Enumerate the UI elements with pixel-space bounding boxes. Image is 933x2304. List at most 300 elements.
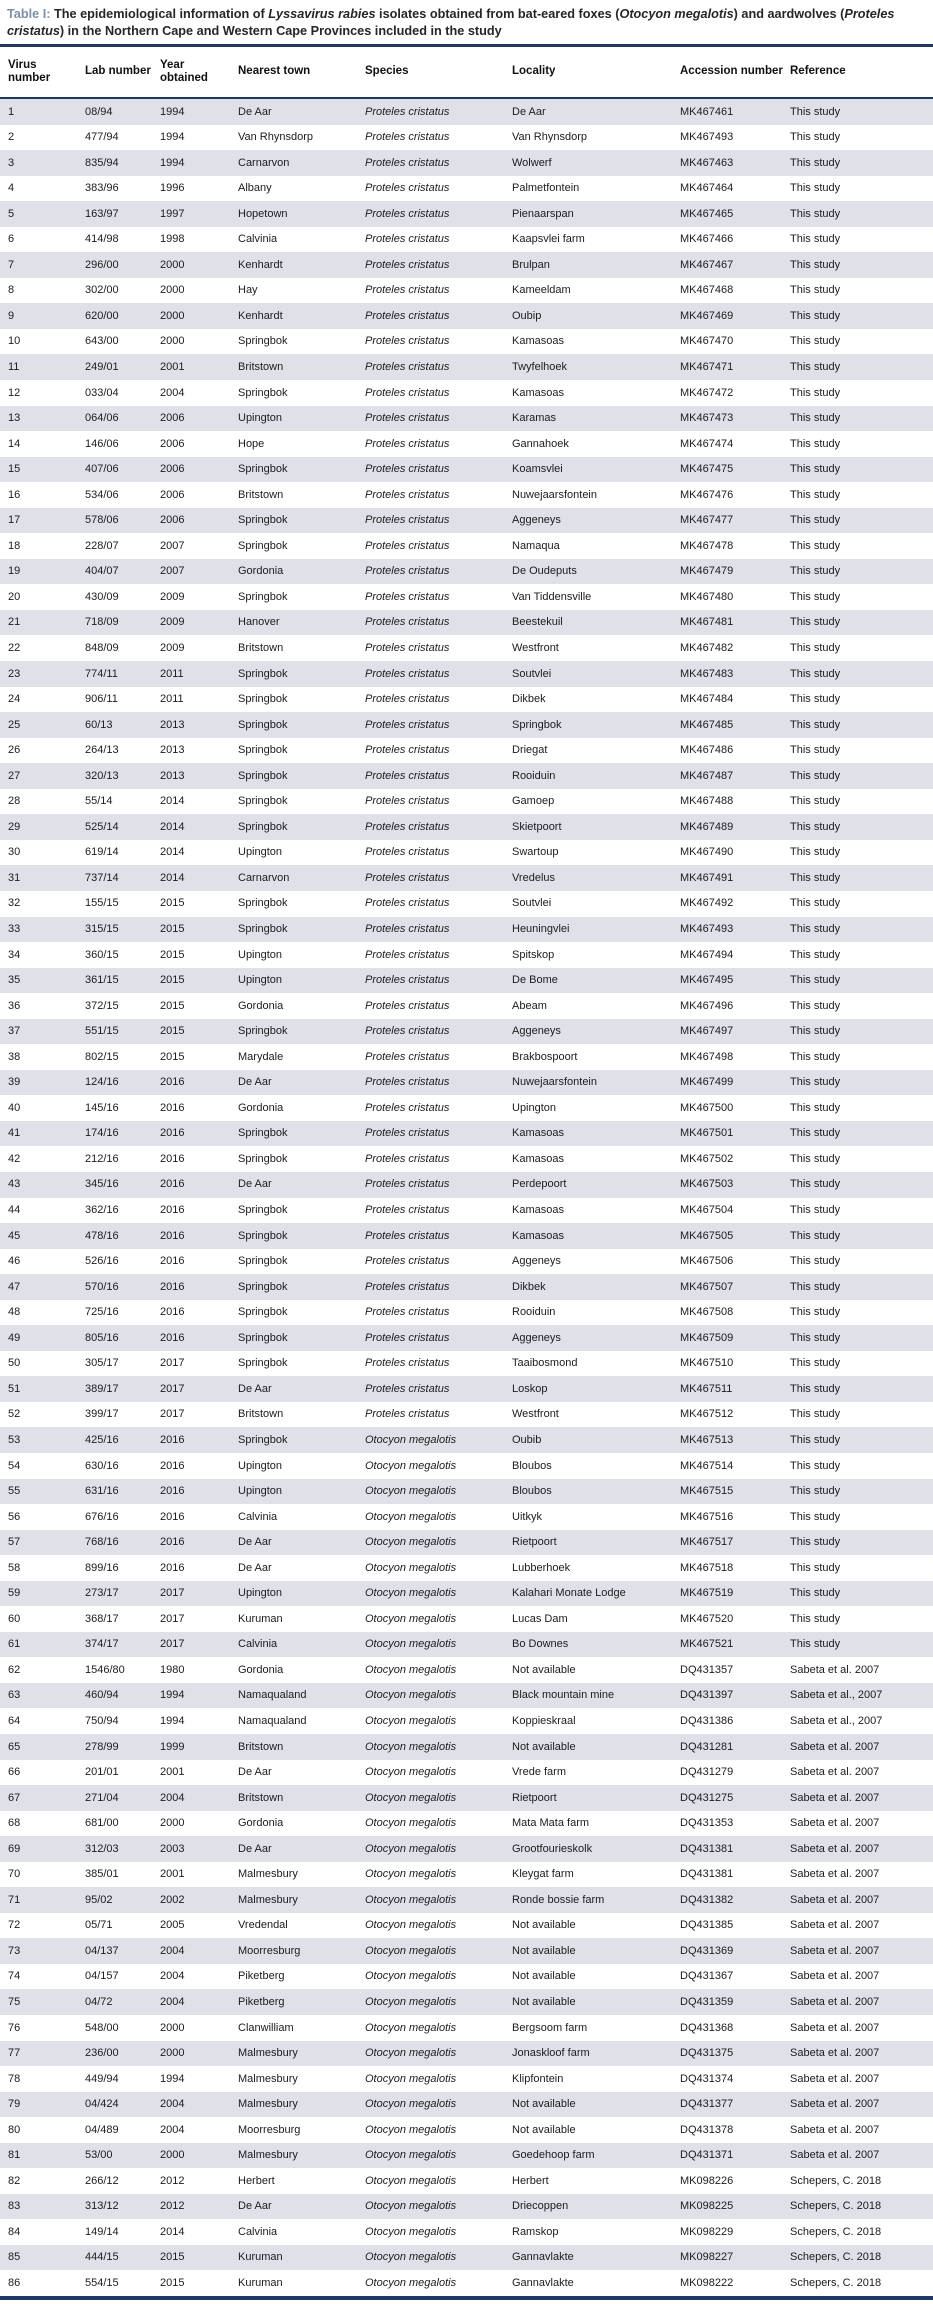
- cell-reference: This study: [790, 565, 841, 578]
- cell-nearest-town: Springbok: [238, 335, 288, 348]
- cell-year-obtained: 2003: [160, 1842, 185, 1855]
- cell-lab-number: 848/09: [85, 642, 119, 654]
- table-row: [0, 1555, 933, 1581]
- cell-species: Otocyon megalotis: [365, 1791, 457, 1804]
- table-row: [0, 738, 933, 764]
- table-row: [0, 1785, 933, 1811]
- table-row: [0, 1581, 933, 1607]
- cell-year-obtained: 1994: [160, 1714, 185, 1727]
- cell-species: Otocyon megalotis: [365, 1817, 457, 1830]
- cell-reference: Schepers, C. 2018: [790, 2174, 882, 2187]
- cell-year-obtained: 1997: [160, 207, 185, 220]
- cell-year-obtained: 2017: [160, 1612, 185, 1625]
- cell-lab-number: 064/06: [85, 412, 119, 425]
- cell-reference: This study: [790, 718, 841, 731]
- cell-reference: This study: [790, 258, 841, 271]
- cell-species: Proteles cristatus: [365, 974, 450, 987]
- cell-locality: Bergsoom farm: [512, 2021, 588, 2034]
- cell-locality: Heuningvlei: [512, 923, 570, 936]
- cell-accession-number: MK467484: [680, 693, 734, 706]
- cell-virus-number: 5: [8, 207, 15, 220]
- cell-species: Proteles cristatus: [365, 360, 450, 373]
- cell-virus-number: 55: [8, 1485, 21, 1498]
- cell-accession-number: MK467519: [680, 1587, 734, 1600]
- cell-virus-number: 30: [8, 846, 21, 859]
- cell-year-obtained: 2016: [160, 1127, 185, 1140]
- cell-year-obtained: 1994: [160, 1689, 185, 1702]
- cell-nearest-town: Calvinia: [238, 1638, 278, 1651]
- table-row: [0, 865, 933, 891]
- cell-species: Proteles cristatus: [365, 1204, 450, 1217]
- cell-year-obtained: 2016: [160, 1101, 185, 1114]
- cell-lab-number: 278/99: [85, 1740, 119, 1753]
- table-row: [0, 1249, 933, 1275]
- cell-locality: Palmetfontein: [512, 182, 580, 195]
- cell-nearest-town: Britstown: [238, 642, 284, 654]
- cell-reference: This study: [790, 846, 841, 859]
- cell-accession-number: MK467510: [680, 1357, 734, 1370]
- cell-locality: Westfront: [512, 1408, 559, 1421]
- cell-accession-number: MK467483: [680, 667, 734, 680]
- cell-nearest-town: Britstown: [238, 1740, 284, 1753]
- cell-lab-number: 385/01: [85, 1868, 119, 1881]
- cell-nearest-town: Hanover: [238, 616, 280, 629]
- cell-nearest-town: Gordonia: [238, 999, 284, 1012]
- table-row: [0, 1070, 933, 1096]
- table-row: [0, 1964, 933, 1990]
- cell-year-obtained: 2014: [160, 846, 185, 859]
- cell-lab-number: 315/15: [85, 923, 119, 936]
- cell-lab-number: 1546/80: [85, 1663, 125, 1676]
- cell-lab-number: 264/13: [85, 744, 119, 757]
- cell-reference: This study: [790, 1561, 841, 1574]
- cell-accession-number: DQ431359: [680, 1995, 734, 2008]
- cell-accession-number: MK467487: [680, 769, 734, 782]
- cell-virus-number: 36: [8, 999, 21, 1012]
- cell-year-obtained: 2004: [160, 2098, 185, 2111]
- table-row: [0, 1938, 933, 1964]
- cell-virus-number: 46: [8, 1255, 21, 1268]
- cell-locality: Van Rhynsdorp: [512, 131, 588, 144]
- cell-locality: Van Tiddensville: [512, 590, 592, 603]
- cell-nearest-town: Upington: [238, 1587, 283, 1600]
- cell-accession-number: MK467498: [680, 1050, 734, 1063]
- cell-lab-number: 525/14: [85, 820, 119, 833]
- cell-accession-number: MK467518: [680, 1561, 734, 1574]
- cell-reference: This study: [790, 923, 841, 936]
- cell-species: Otocyon megalotis: [365, 2200, 457, 2213]
- cell-virus-number: 47: [8, 1280, 21, 1293]
- cell-lab-number: 124/16: [85, 1076, 119, 1089]
- cell-nearest-town: Clanwilliam: [238, 2021, 294, 2034]
- cell-species: Proteles cristatus: [365, 718, 450, 731]
- cell-lab-number: 271/04: [85, 1791, 119, 1804]
- cell-nearest-town: Malmesbury: [238, 1868, 298, 1881]
- cell-accession-number: MK467492: [680, 897, 734, 910]
- cell-locality: Aggeneys: [512, 1025, 561, 1038]
- cell-accession-number: MK467465: [680, 207, 734, 220]
- cell-virus-number: 15: [8, 463, 21, 476]
- table-row: [0, 354, 933, 380]
- cell-lab-number: 676/16: [85, 1510, 119, 1523]
- cell-reference: This study: [790, 1025, 841, 1038]
- cell-accession-number: MK098227: [680, 2251, 734, 2264]
- cell-virus-number: 16: [8, 488, 21, 501]
- col-header-nearest-town: Nearest town: [238, 47, 365, 98]
- cell-year-obtained: 2015: [160, 948, 185, 961]
- cell-virus-number: 11: [8, 360, 20, 373]
- cell-virus-number: 19: [8, 565, 21, 578]
- cell-reference: This study: [790, 233, 841, 246]
- cell-nearest-town: Springbok: [238, 539, 288, 552]
- table-row: [0, 942, 933, 968]
- cell-lab-number: 201/01: [85, 1766, 119, 1779]
- cell-accession-number: MK467470: [680, 335, 734, 348]
- cell-reference: This study: [790, 1152, 841, 1165]
- cell-year-obtained: 2015: [160, 2277, 185, 2289]
- cell-lab-number: 04/137: [85, 1944, 119, 1957]
- cell-reference: This study: [790, 795, 841, 808]
- table-row: [0, 1862, 933, 1888]
- cell-virus-number: 29: [8, 820, 21, 833]
- cell-locality: Ramskop: [512, 2225, 559, 2238]
- cell-locality: Rooiduin: [512, 769, 556, 782]
- cell-nearest-town: Springbok: [238, 1255, 288, 1268]
- table-row: [0, 584, 933, 610]
- cell-species: Otocyon megalotis: [365, 2277, 457, 2289]
- cell-locality: Wolwerf: [512, 156, 552, 169]
- table-row: [0, 1811, 933, 1837]
- cell-locality: Vrede farm: [512, 1766, 567, 1779]
- cell-lab-number: 750/94: [85, 1714, 119, 1727]
- cell-reference: This study: [790, 412, 841, 425]
- cell-locality: Not available: [512, 1919, 576, 1932]
- cell-accession-number: DQ431368: [680, 2021, 734, 2034]
- cell-locality: Mata Mata farm: [512, 1817, 590, 1830]
- cell-locality: Vredelus: [512, 871, 556, 884]
- cell-accession-number: MK467495: [680, 974, 734, 987]
- cell-year-obtained: 2009: [160, 616, 185, 629]
- table-row: [0, 1019, 933, 1045]
- table-row: [0, 891, 933, 917]
- cell-lab-number: 305/17: [85, 1357, 119, 1370]
- cell-locality: Nuwejaarsfontein: [512, 488, 597, 501]
- cell-nearest-town: Kuruman: [238, 1612, 283, 1625]
- cell-reference: Schepers, C. 2018: [790, 2200, 882, 2213]
- cell-virus-number: 3: [8, 156, 15, 169]
- table-row: [0, 457, 933, 483]
- cell-locality: Not available: [512, 1995, 576, 2008]
- table-row: [0, 1427, 933, 1453]
- cell-reference: This study: [790, 590, 841, 603]
- cell-nearest-town: Carnarvon: [238, 871, 290, 884]
- cell-nearest-town: Springbok: [238, 744, 288, 757]
- cell-nearest-town: De Aar: [238, 1076, 272, 1089]
- cell-reference: This study: [790, 1612, 841, 1625]
- cell-reference: This study: [790, 1127, 841, 1140]
- cell-nearest-town: De Aar: [238, 1842, 272, 1855]
- table-row: [0, 2117, 933, 2143]
- cell-species: Proteles cristatus: [365, 284, 450, 297]
- cell-reference: This study: [790, 335, 841, 348]
- cell-year-obtained: 2012: [160, 2200, 185, 2213]
- table-row: [0, 533, 933, 559]
- cell-locality: Gannavlakte: [512, 2277, 574, 2289]
- cell-accession-number: MK467472: [680, 386, 734, 399]
- cell-lab-number: 620/00: [85, 309, 119, 322]
- cell-accession-number: DQ431281: [680, 1740, 734, 1753]
- cell-reference: This study: [790, 897, 841, 910]
- cell-locality: Dikbek: [512, 1280, 546, 1293]
- cell-lab-number: 146/06: [85, 437, 119, 450]
- cell-accession-number: MK467499: [680, 1076, 734, 1089]
- cell-year-obtained: 2017: [160, 1357, 185, 1370]
- cell-reference: This study: [790, 974, 841, 987]
- cell-reference: This study: [790, 1587, 841, 1600]
- cell-lab-number: 407/06: [85, 463, 119, 476]
- cell-nearest-town: De Aar: [238, 2200, 272, 2213]
- cell-nearest-town: De Aar: [238, 1178, 272, 1191]
- cell-accession-number: MK467497: [680, 1025, 734, 1038]
- cell-species: Proteles cristatus: [365, 565, 450, 578]
- cell-virus-number: 75: [8, 1995, 21, 2008]
- cell-year-obtained: 2016: [160, 1510, 185, 1523]
- cell-nearest-town: Upington: [238, 974, 283, 987]
- cell-accession-number: MK467489: [680, 820, 734, 833]
- cell-accession-number: MK467509: [680, 1331, 734, 1344]
- cell-nearest-town: Gordonia: [238, 1817, 284, 1830]
- cell-reference: Sabeta et al. 2007: [790, 1893, 880, 1906]
- cell-reference: Sabeta et al. 2007: [790, 1944, 880, 1957]
- col-header-reference: Reference: [790, 47, 933, 98]
- cell-nearest-town: De Aar: [238, 1561, 272, 1574]
- cell-year-obtained: 2015: [160, 1050, 185, 1063]
- table-row: [0, 431, 933, 457]
- cell-lab-number: 404/07: [85, 565, 119, 578]
- cell-year-obtained: 2015: [160, 1025, 185, 1038]
- cell-virus-number: 51: [8, 1382, 21, 1395]
- cell-year-obtained: 2000: [160, 2149, 185, 2162]
- cell-accession-number: MK467488: [680, 795, 734, 808]
- table-row: [0, 968, 933, 994]
- cell-year-obtained: 2015: [160, 897, 185, 910]
- cell-nearest-town: Van Rhynsdorp: [238, 131, 314, 144]
- cell-species: Proteles cristatus: [365, 386, 450, 399]
- cell-accession-number: MK467500: [680, 1101, 734, 1114]
- cell-reference: Sabeta et al. 2007: [790, 1995, 880, 2008]
- cell-locality: Springbok: [512, 718, 562, 731]
- table-row: [0, 661, 933, 687]
- cell-lab-number: 360/15: [85, 948, 119, 961]
- cell-accession-number: MK098222: [680, 2277, 734, 2289]
- table-row: [0, 2015, 933, 2041]
- cell-species: Proteles cristatus: [365, 1076, 450, 1089]
- cell-nearest-town: Piketberg: [238, 1970, 285, 1983]
- cell-reference: This study: [790, 463, 841, 476]
- cell-reference: This study: [790, 999, 841, 1012]
- cell-year-obtained: 2016: [160, 1536, 185, 1549]
- cell-locality: Swartoup: [512, 846, 559, 859]
- cell-virus-number: 41: [8, 1127, 21, 1140]
- cell-lab-number: 60/13: [85, 718, 113, 731]
- cell-virus-number: 52: [8, 1408, 21, 1421]
- table-row: [0, 125, 933, 151]
- cell-accession-number: DQ431397: [680, 1689, 734, 1702]
- cell-lab-number: 228/07: [85, 539, 119, 552]
- cell-virus-number: 74: [8, 1970, 21, 1983]
- cell-accession-number: MK467485: [680, 718, 734, 731]
- cell-locality: Loskop: [512, 1382, 548, 1395]
- cell-nearest-town: Piketberg: [238, 1995, 285, 2008]
- cell-species: Proteles cristatus: [365, 897, 450, 910]
- cell-reference: This study: [790, 1357, 841, 1370]
- cell-lab-number: 08/94: [85, 105, 113, 118]
- cell-accession-number: DQ431374: [680, 2072, 734, 2085]
- table-row: [0, 2245, 933, 2271]
- table-row: [0, 1606, 933, 1632]
- cell-year-obtained: 2012: [160, 2174, 185, 2187]
- cell-virus-number: 17: [8, 514, 21, 527]
- cell-accession-number: MK467482: [680, 642, 734, 654]
- cell-accession-number: DQ431377: [680, 2098, 734, 2111]
- cell-species: Proteles cristatus: [365, 131, 450, 144]
- cell-virus-number: 12: [8, 386, 21, 399]
- cell-locality: Rietpoort: [512, 1536, 557, 1549]
- table-row: [0, 1198, 933, 1224]
- cell-reference: This study: [790, 1280, 841, 1293]
- cell-virus-number: 45: [8, 1229, 21, 1242]
- cell-virus-number: 34: [8, 948, 21, 961]
- cell-nearest-town: Namaqualand: [238, 1689, 307, 1702]
- cell-nearest-town: Springbok: [238, 897, 288, 910]
- cell-nearest-town: Gordonia: [238, 1663, 284, 1676]
- isolates-table: [0, 47, 933, 2296]
- table-row: [0, 763, 933, 789]
- cell-virus-number: 82: [8, 2174, 21, 2187]
- cell-species: Proteles cristatus: [365, 182, 450, 195]
- cell-virus-number: 73: [8, 1944, 21, 1957]
- cell-nearest-town: Springbok: [238, 463, 288, 476]
- cell-virus-number: 48: [8, 1306, 21, 1319]
- cell-year-obtained: 2013: [160, 718, 185, 731]
- cell-reference: This study: [790, 616, 841, 629]
- cell-accession-number: MK467504: [680, 1204, 734, 1217]
- cell-lab-number: 361/15: [85, 974, 119, 987]
- cell-accession-number: MK467479: [680, 565, 734, 578]
- cell-accession-number: DQ431275: [680, 1791, 734, 1804]
- cell-locality: Soutvlei: [512, 667, 552, 680]
- cell-year-obtained: 2014: [160, 871, 185, 884]
- cell-virus-number: 35: [8, 974, 21, 987]
- cell-species: Otocyon megalotis: [365, 1995, 457, 2008]
- cell-nearest-town: Hope: [238, 437, 265, 450]
- cell-locality: Klipfontein: [512, 2072, 564, 2085]
- table-row: [0, 1376, 933, 1402]
- cell-virus-number: 81: [8, 2149, 21, 2162]
- cell-species: Proteles cristatus: [365, 871, 450, 884]
- cell-locality: Aggeneys: [512, 1255, 561, 1268]
- table-row: [0, 2092, 933, 2118]
- cell-nearest-town: Malmesbury: [238, 2072, 298, 2085]
- table-row: [0, 303, 933, 329]
- cell-nearest-town: Springbok: [238, 820, 288, 833]
- table-row: [0, 1121, 933, 1147]
- cell-nearest-town: Gordonia: [238, 1101, 284, 1114]
- table-row: [0, 1683, 933, 1709]
- cell-lab-number: 95/02: [85, 1893, 113, 1906]
- cell-species: Proteles cristatus: [365, 105, 450, 118]
- cell-accession-number: MK467514: [680, 1459, 734, 1472]
- cell-reference: This study: [790, 820, 841, 833]
- cell-accession-number: DQ431353: [680, 1817, 734, 1830]
- cell-species: Otocyon megalotis: [365, 2174, 457, 2187]
- cell-species: Otocyon megalotis: [365, 1893, 457, 1906]
- cell-species: Proteles cristatus: [365, 642, 450, 654]
- table-row: [0, 1836, 933, 1862]
- cell-lab-number: 374/17: [85, 1638, 119, 1651]
- cell-nearest-town: Calvinia: [238, 1510, 278, 1523]
- cell-lab-number: 313/12: [85, 2200, 119, 2213]
- cell-nearest-town: Upington: [238, 1485, 283, 1498]
- cell-virus-number: 22: [8, 642, 21, 654]
- cell-reference: This study: [790, 1306, 841, 1319]
- cell-locality: Bo Downes: [512, 1638, 569, 1651]
- cell-accession-number: MK467502: [680, 1152, 734, 1165]
- cell-species: Proteles cristatus: [365, 1025, 450, 1038]
- cell-reference: Sabeta et al. 2007: [790, 1663, 880, 1676]
- cell-year-obtained: 2015: [160, 999, 185, 1012]
- cell-accession-number: MK467486: [680, 744, 734, 757]
- cell-virus-number: 38: [8, 1050, 21, 1063]
- cell-nearest-town: Albany: [238, 182, 272, 195]
- cell-species: Otocyon megalotis: [365, 1842, 457, 1855]
- cell-lab-number: 145/16: [85, 1101, 119, 1114]
- cell-lab-number: 630/16: [85, 1459, 119, 1472]
- cell-year-obtained: 2017: [160, 1408, 185, 1421]
- cell-lab-number: 372/15: [85, 999, 119, 1012]
- cell-locality: Koamsvlei: [512, 463, 563, 476]
- cell-locality: Gannavlakte: [512, 2251, 574, 2264]
- cell-virus-number: 7: [8, 258, 15, 271]
- cell-year-obtained: 2004: [160, 1944, 185, 1957]
- cell-locality: Kamasoas: [512, 1127, 564, 1140]
- cell-year-obtained: 2016: [160, 1076, 185, 1089]
- cell-species: Otocyon megalotis: [365, 1459, 457, 1472]
- cell-lab-number: 389/17: [85, 1382, 119, 1395]
- cell-accession-number: MK467493: [680, 923, 734, 936]
- table-bottom-rule: [0, 2296, 933, 2300]
- cell-species: Proteles cristatus: [365, 156, 450, 169]
- cell-accession-number: MK467477: [680, 514, 734, 527]
- cell-nearest-town: Calvinia: [238, 233, 278, 246]
- cell-year-obtained: 2000: [160, 284, 185, 297]
- cell-accession-number: MK467508: [680, 1306, 734, 1319]
- cell-nearest-town: Gordonia: [238, 565, 284, 578]
- cell-lab-number: 296/00: [85, 258, 119, 271]
- cell-reference: This study: [790, 1408, 841, 1421]
- table-row: [0, 1044, 933, 1070]
- cell-lab-number: 460/94: [85, 1689, 119, 1702]
- cell-locality: Dikbek: [512, 693, 546, 706]
- table-row: [0, 201, 933, 227]
- cell-reference: Sabeta et al. 2007: [790, 1868, 880, 1881]
- cell-reference: This study: [790, 309, 841, 322]
- cell-locality: Lucas Dam: [512, 1612, 568, 1625]
- cell-reference: This study: [790, 1178, 841, 1191]
- cell-accession-number: MK467512: [680, 1408, 734, 1421]
- cell-nearest-town: De Aar: [238, 1382, 272, 1395]
- cell-lab-number: 570/16: [85, 1280, 119, 1293]
